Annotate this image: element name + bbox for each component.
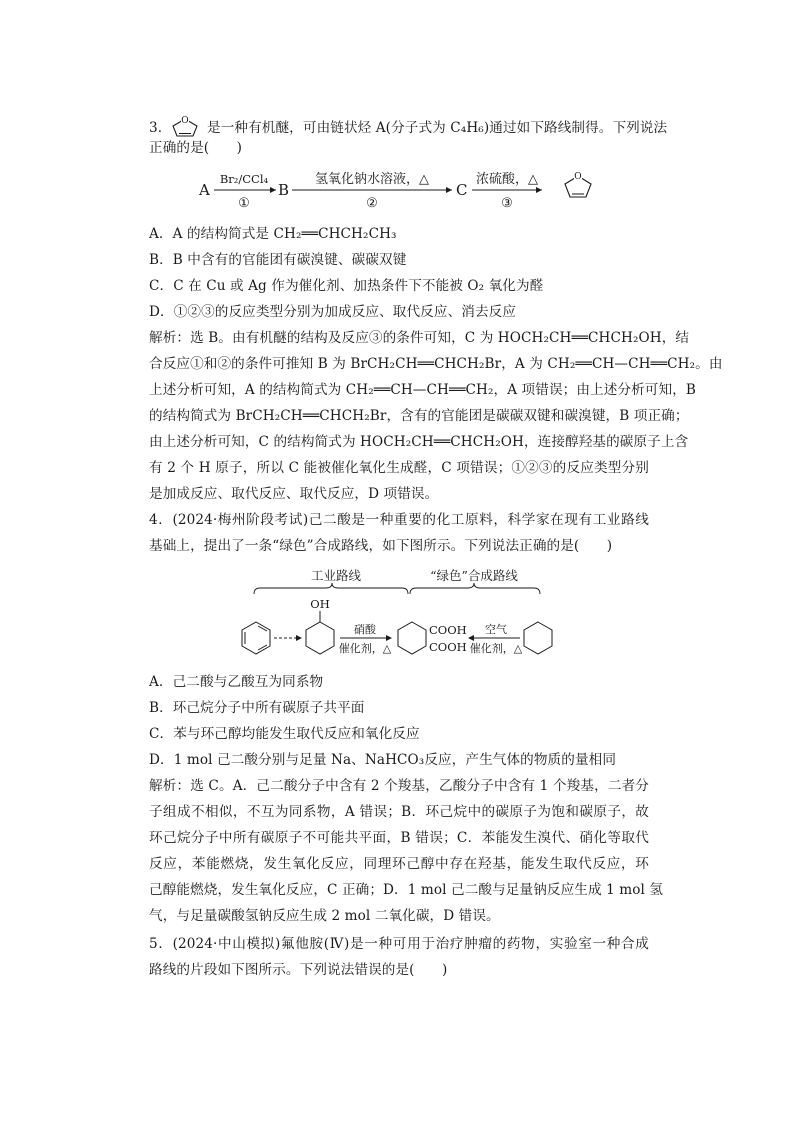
step1-number: ① (238, 196, 250, 211)
q3-number: 3. (149, 120, 163, 136)
step1-reagent: Br₂/CCl₄ (219, 172, 269, 186)
furan-product-icon (565, 171, 591, 197)
q4-analysis-line4: 反应，苯能燃烧，发生氧化反应，同理环己醇中存在羟基，能发生取代反应，环 (149, 856, 649, 872)
q4-option-c: C．苯与环己醇均能发生取代反应和氧化反应 (149, 726, 420, 742)
q3-analysis-line4: 的结构简式为 BrCH₂CH══CHCH₂Br，含有的官能团是碳碳双键和碳溴键，B 项正确； (149, 408, 689, 424)
q4-analysis-line1: 解析：选 C。A．己二酸分子中含有 2 个羧基，乙酸分子中含有 1 个羧基，二者分 (149, 778, 649, 794)
q3-analysis-line3: 上述分析可知，A 的结构简式为 CH₂══CH—CH══CH₂，A 项错误；由上述分析可知，B (149, 382, 696, 398)
q4-synthesis-scheme (236, 566, 556, 666)
q4-option-a: A．己二酸与乙酸互为同系物 (149, 674, 324, 690)
benzene-icon (242, 622, 270, 654)
q3-option-c: C．C 在 Cu 或 Ag 作为催化剂、加热条件下不能被 O₂ 氧化为醛 (149, 278, 544, 294)
q4-analysis-line5: 己醇能燃烧，发生氧化反应，C 正确；D．1 mol 己二酸与足量钠反应生成 1 mol 氢 (149, 882, 664, 898)
nitric-acid-label: 硝酸 (354, 623, 376, 636)
q4-option-d: D．1 mol 己二酸分别与足量 Na、NaHCO₃反应，产生气体的物质的量相同 (149, 752, 617, 768)
q4-option-b: B．环己烷分子中所有碳原子共平面 (149, 700, 365, 716)
q3-option-a: A．A 的结构简式是 CH₂══CHCH₂CH₃ (149, 226, 397, 242)
green-route-label: “绿色”合成路线 (430, 568, 518, 583)
q3-option-d: D．①②③的反应类型分别为加成反应、取代反应、消去反应 (149, 304, 517, 320)
q3-analysis-line7: 是加成反应、取代反应、取代反应，D 项错误。 (149, 486, 439, 502)
air-label: 空气 (485, 623, 507, 636)
carboxyl-bottom-label: COOH (429, 640, 467, 654)
industrial-route-label: 工业路线 (310, 568, 362, 583)
catalyst-label-2: 催化剂，△ (469, 642, 523, 655)
hydroxyl-label: OH (310, 597, 330, 611)
step3-number: ③ (501, 196, 513, 211)
furan-ring-icon (168, 114, 202, 138)
q4-analysis-line2: 子组成不相似，不互为同系物，A 错误；B．环己烷中的碳原子为饱和碳原子，故 (149, 804, 649, 820)
q3-stem-text: 是一种有机醚，可由链状烃 A(分子式为 C₄H₆)通过如下路线制得。下列说法 (207, 120, 668, 136)
cyclohexanol-icon (306, 611, 334, 654)
q3-analysis-line5: 由上述分析可知，C 的结构简式为 HOCH₂CH══CHCH₂OH，连接醇羟基的碳原子上含 (149, 434, 689, 450)
carboxyl-top-label: COOH (429, 623, 467, 637)
q5-stem-line2: 路线的片段如下图所示。下列说法错误的是( ) (149, 962, 448, 978)
step2-reagent: 氢氧化钠水溶液，△ (315, 172, 429, 187)
q4-analysis-line6: 气，与足量碳酸氢钠反应生成 2 mol 二氧化碳，D 错误。 (149, 908, 500, 924)
adipic-acid-icon (398, 622, 426, 654)
compound-c: C (456, 181, 468, 199)
q4-stem-line2: 基础上，提出了一条“绿色”合成路线，如下图所示。下列说法正确的是( ) (149, 538, 613, 554)
compound-a: A (199, 181, 210, 199)
step2-number: ② (366, 196, 378, 211)
q3-analysis-line1: 解析：选 B。由有机醚的结构及反应③的条件可知，C 为 HOCH₂CH══CHCH₂OH，结 (149, 330, 690, 346)
q3-analysis-line6: 有 2 个 H 原子，所以 C 能被催化氧化生成醛，C 项错误；①②③的反应类型分别 (149, 460, 649, 476)
svg-text:O: O (180, 116, 189, 126)
q3-stem-line1 (149, 114, 668, 138)
compound-b: B (278, 181, 290, 199)
catalyst-label-1: 催化剂，△ (338, 642, 392, 655)
q3-reaction-route (190, 162, 610, 214)
q3-stem-line2: 正确的是( ) (149, 140, 242, 156)
svg-text:O: O (574, 172, 582, 182)
q5-stem-line1: 5．(2024·中山模拟)氟他胺(Ⅳ)是一种可用于治疗肿瘤的药物，实验室一种合成 (149, 936, 649, 952)
q4-analysis-line3: 环己烷分子中所有碳原子不可能共平面，B 错误；C．苯能发生溴代、硝化等取代 (149, 830, 649, 846)
cyclohexane-icon (524, 622, 552, 654)
step3-reagent: 浓硫酸，△ (476, 172, 538, 187)
q4-stem-line1: 4．(2024·梅州阶段考试)己二酸是一种重要的化工原料，科学家在现有工业路线 (149, 512, 649, 528)
q3-option-b: B．B 中含有的官能团有碳溴键、碳碳双键 (149, 252, 407, 268)
q3-analysis-line2: 合反应①和②的条件可推知 B 为 BrCH₂CH══CHCH₂Br，A 为 CH₂══CH—CH══CH₂。由 (149, 356, 723, 372)
